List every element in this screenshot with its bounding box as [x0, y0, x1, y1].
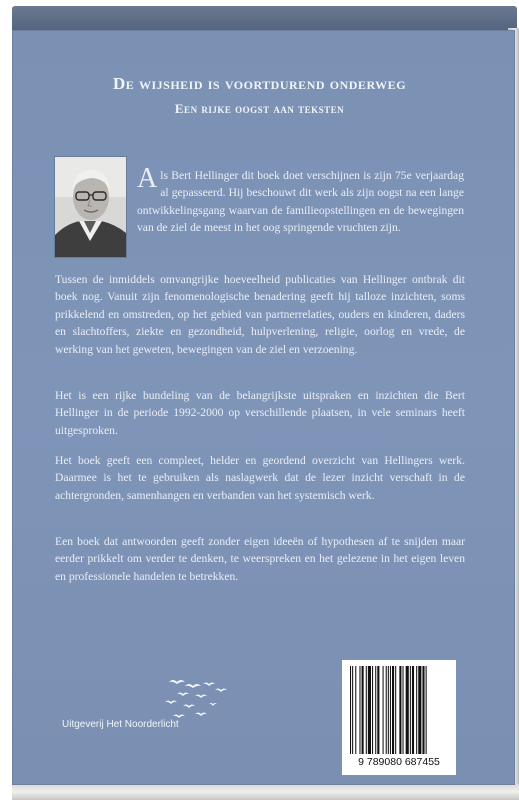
barcode-bar	[403, 666, 404, 754]
barcode-bar	[410, 666, 411, 754]
barcode-bar	[355, 666, 356, 754]
barcode-bar	[362, 666, 364, 754]
barcode-bar	[368, 666, 371, 754]
barcode-bar	[352, 666, 353, 754]
paragraph-closing: Een boek dat antwoorden geeft zonder eigen ideeën of hypothesen af te snijden maar eerder prikkelt om verder te denken, te weerspreken en het gelezene in het eigen leven en professionele handelen te betrekken.	[55, 535, 465, 583]
barcode-bar	[359, 666, 360, 754]
publisher-name: Uitgeverij Het Noorderlicht	[62, 719, 179, 730]
barcode-bar	[388, 666, 389, 754]
barcode-bar	[392, 666, 394, 754]
barcode-bar	[383, 666, 384, 754]
barcode-bars	[350, 666, 448, 754]
barcode-bar	[422, 666, 424, 754]
paragraph-bundle: Het is een rijke bundeling van de belangrijkste uitspraken en inzichten die Bert Hellinger in de periode 1992-2000 op verschillende plaatsen, in vele seminars heeft uitgesproken.	[55, 389, 465, 437]
barcode-bar	[372, 666, 373, 754]
barcode-bar	[377, 666, 379, 754]
page-edges-bottom	[12, 784, 519, 800]
book-title: De wijsheid is voortdurend onderweg	[112, 74, 407, 93]
author-photo	[54, 156, 127, 258]
barcode-bar	[386, 666, 387, 754]
paragraph-overview: Het boek geeft een compleet, helder en geordend overzicht van Hellingers werk. Daarmee is het te gebruiken als naslagwerk dat de lezer inzicht verschaft in de achtergronden, samenhangen en verbanden van het systemisch werk.	[55, 454, 465, 502]
barcode-bar	[416, 666, 417, 754]
barcode-bar	[390, 666, 391, 754]
intro-paragraph	[137, 163, 464, 237]
paragraph-publications: Tussen de inmiddels omvangrijke hoeveelheid publicaties van Hellinger ontbrak dit boek nog. Vanuit zijn fenomenologische benadering geeft hij talloze inzichten, soms prikkelend en omstreden, op het gebied van partnerrelaties, ouders en kinderen, daders en slachtoffers, ziekte en gezondheid, hulpverlening, religie, oorlog en vrede, de werking van het geweten, bewegingen van de ziel en verzoening.	[55, 273, 465, 356]
barcode-bar	[375, 666, 376, 754]
barcode-bar	[418, 666, 421, 754]
flying-birds-icon	[155, 672, 235, 722]
barcode-bar	[366, 666, 367, 754]
book-subtitle: Een rijke oogst aan teksten	[174, 101, 345, 116]
barcode-bar	[395, 666, 396, 754]
barcode-bar	[406, 666, 409, 754]
barcode-bar	[426, 666, 427, 754]
barcode-bar	[412, 666, 414, 754]
isbn-number: 9 789080 687455	[358, 756, 440, 768]
barcode-bar	[399, 666, 401, 754]
drop-cap: A	[137, 163, 158, 194]
intro-text: ls Bert Hellinger dit boek doet verschijnen is zijn 75e verjaardag al gepasseerd. Hij beschouwt dit werk als zijn oogst na een lange ontwikkelingsgang waarvan de familieopstellingen en de bewegingen van de ziel de meest in het oog springende vruchten zijn.	[137, 169, 464, 235]
cover-top-edge	[12, 6, 517, 30]
barcode-bar	[350, 666, 351, 754]
barcode	[342, 660, 456, 775]
